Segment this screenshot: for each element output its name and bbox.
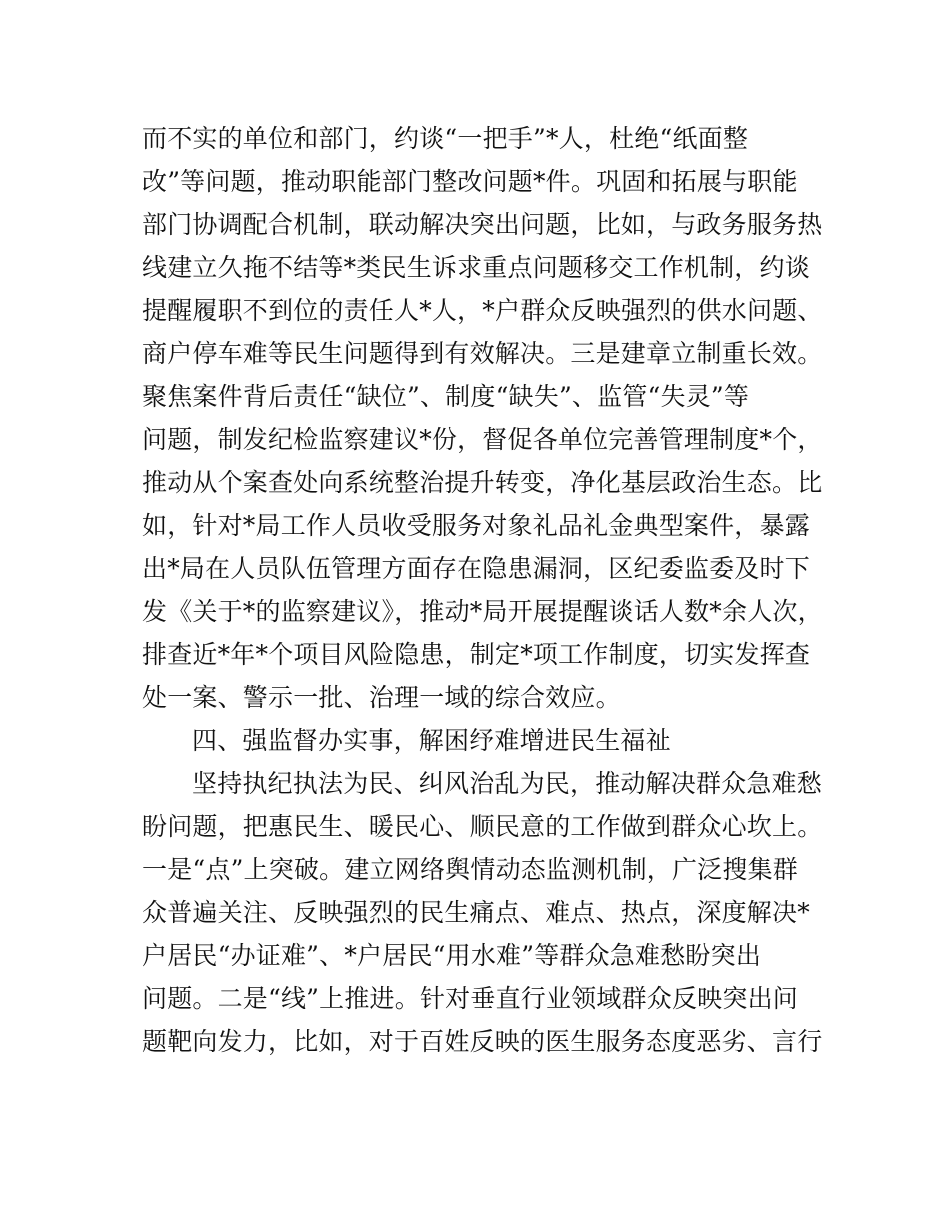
text-line: 如，针对*局工作人员收受服务对象礼品礼金典型案件，暴露 bbox=[142, 511, 810, 540]
text-line: 而不实的单位和部门，约谈“一把手”*人，杜绝“纸面整 bbox=[142, 124, 749, 153]
text-line: 众普遍关注、反映强烈的民生痛点、难点、热点，深度解决* bbox=[142, 898, 810, 927]
section-heading: 四、强监督办实事，解困纾难增进民生福祉 bbox=[192, 726, 671, 755]
text-line: 坚持执纪执法为民、纠风治乱为民，推动解决群众急难愁 bbox=[192, 769, 823, 798]
text-line: 户居民“办证难”、*户居民“用水难”等群众急难愁盼突出 bbox=[142, 941, 762, 970]
text-line: 商户停车难等民生问题得到有效解决。三是建章立制重长效。 bbox=[142, 339, 823, 368]
text-line: 处一案、警示一批、治理一域的综合效应。 bbox=[142, 683, 621, 712]
text-line: 盼问题，把惠民生、暖民心、顺民意的工作做到群众心坎上。 bbox=[142, 812, 823, 841]
document-body bbox=[142, 117, 824, 1063]
text-line: 提醒履职不到位的责任人*人，*户群众反映强烈的供水问题、 bbox=[142, 296, 823, 325]
text-line: 一是“点”上突破。建立网络舆情动态监测机制，广泛搜集群 bbox=[142, 855, 798, 884]
text-line: 问题。二是“线”上推进。针对垂直行业领域群众反映突出问 bbox=[142, 984, 798, 1013]
text-line: 发《关于*的监察建议》，推动*局开展提醒谈话人数*余人次， bbox=[142, 597, 823, 626]
text-line: 题靶向发力，比如，对于百姓反映的医生服务态度恶劣、言行 bbox=[142, 1027, 823, 1056]
text-line: 部门协调配合机制，联动解决突出问题，比如，与政务服务热 bbox=[142, 210, 823, 239]
text-line: 推动从个案查处向系统整治提升转变，净化基层政治生态。比 bbox=[142, 468, 823, 497]
text-line: 排查近*年*个项目风险隐患，制定*项工作制度，切实发挥查 bbox=[142, 640, 811, 669]
text-line: 问题，制发纪检监察建议*份，督促各单位完善管理制度*个， bbox=[142, 425, 823, 454]
text-line: 改”等问题，推动职能部门整改问题*件。巩固和拓展与职能 bbox=[142, 167, 798, 196]
text-line: 线建立久拖不结等*类民生诉求重点问题移交工作机制，约谈 bbox=[142, 253, 810, 282]
text-line: 聚焦案件背后责任“缺位”、制度“缺失”、监管“失灵”等 bbox=[142, 382, 750, 411]
text-line: 出*局在人员队伍管理方面存在隐患漏洞，区纪委监委及时下 bbox=[142, 554, 810, 583]
